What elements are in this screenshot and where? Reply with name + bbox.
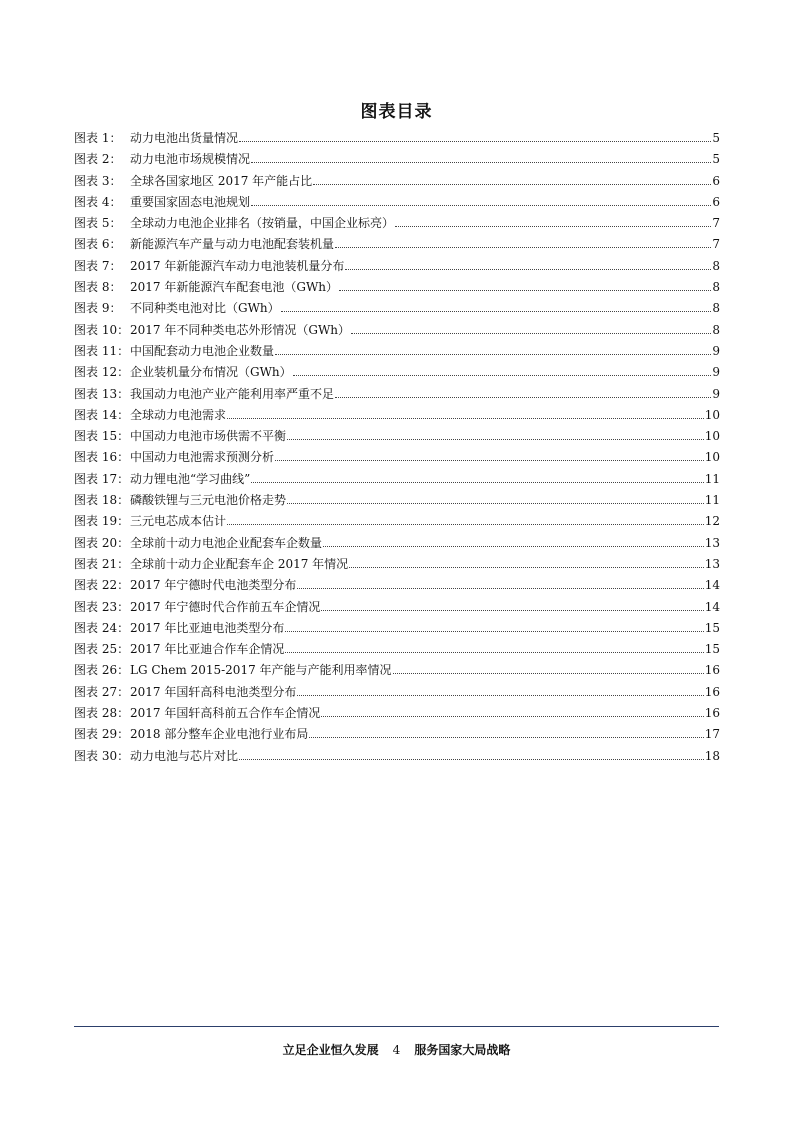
toc-entry[interactable]: [74, 619, 720, 640]
toc-entry[interactable]: [74, 321, 720, 342]
toc-entry[interactable]: [74, 470, 720, 491]
toc-entry-title: 全球各国家地区 2017 年产能占比: [130, 173, 313, 188]
toc-entry-title: 新能源汽车产量与动力电池配套装机量: [130, 237, 335, 252]
toc-entry[interactable]: [74, 342, 720, 363]
toc-dot-leader: [345, 269, 711, 270]
toc-entry-title: LG Chem 2015-2017 年产能与产能利用率情况: [130, 663, 392, 678]
toc-entry-page: 6: [712, 194, 720, 209]
toc-entry[interactable]: [74, 640, 720, 661]
toc-entry-label: 图表 12：: [74, 365, 130, 380]
toc-dot-leader: [227, 418, 704, 419]
footer-divider: [74, 1026, 719, 1027]
toc-entry[interactable]: [74, 704, 720, 725]
toc-dot-leader: [251, 205, 711, 206]
toc-entry-label: 图表 17：: [74, 471, 130, 486]
toc-entry-label: 图表 7：: [74, 258, 122, 273]
toc-entry[interactable]: [74, 491, 720, 512]
toc-entry-label: 图表 14：: [74, 407, 130, 422]
toc-entry-page: 10: [704, 450, 720, 465]
toc-entry[interactable]: [74, 725, 720, 746]
toc-entry-label: 图表 26：: [74, 663, 130, 678]
toc-entry-page: 13: [704, 535, 720, 550]
toc-dot-leader: [321, 610, 703, 611]
toc-entry-label: 图表 3：: [74, 173, 122, 188]
toc-entry-title: 中国配套动力电池企业数量: [130, 343, 275, 358]
toc-entry-label: 图表 20：: [74, 535, 130, 550]
toc-entry-title: 2017 年新能源汽车配套电池（GWh）: [130, 280, 339, 295]
toc-entry-label: 图表 8：: [74, 280, 122, 295]
toc-entry-label: 图表 24：: [74, 620, 130, 635]
toc-entry-title: 企业装机量分布情况（GWh）: [130, 365, 292, 380]
toc-entry-page: 11: [704, 493, 720, 508]
toc-entry-label: 图表 13：: [74, 386, 130, 401]
toc-entry-page: 16: [704, 663, 720, 678]
toc-entry[interactable]: [74, 385, 720, 406]
toc-entry-page: 10: [704, 429, 720, 444]
toc-dot-leader: [309, 737, 703, 738]
toc-entry-label: 图表 15：: [74, 429, 130, 444]
toc-entry[interactable]: [74, 747, 720, 768]
toc-entry-label: 图表 29：: [74, 727, 130, 742]
toc-entry-page: 10: [704, 407, 720, 422]
toc-entry[interactable]: [74, 576, 720, 597]
toc-entry-title: 中国动力电池市场供需不平衡: [130, 429, 287, 444]
toc-entry-page: 15: [704, 642, 720, 657]
toc-entry[interactable]: [74, 598, 720, 619]
toc-entry-title: 动力电池与芯片对比: [130, 748, 239, 763]
page-title: 图表目录: [360, 102, 433, 122]
toc-entry-label: 图表 6：: [74, 237, 122, 252]
toc-dot-leader: [275, 460, 704, 461]
toc-entry-label: 图表 21：: [74, 556, 130, 571]
toc-entry[interactable]: [74, 661, 720, 682]
toc-entry-page: 5: [712, 131, 720, 145]
toc-entry-label: 图表 28：: [74, 706, 130, 721]
toc-dot-leader: [321, 716, 703, 717]
toc-entry-page: 12: [704, 514, 720, 529]
toc-dot-leader: [285, 631, 703, 632]
toc-entry-label: 图表 5：: [74, 216, 122, 231]
toc-entry[interactable]: [74, 257, 720, 278]
toc-entry-label: 图表 16：: [74, 450, 130, 465]
toc-dot-leader: [251, 482, 703, 483]
toc-entry-label: 图表 18：: [74, 493, 130, 508]
toc-entry-label: 图表 27：: [74, 684, 130, 699]
toc-entry-title: 2017 年宁德时代电池类型分布: [130, 578, 297, 593]
toc-entry[interactable]: [74, 172, 720, 193]
toc-entry-page: 8: [712, 322, 720, 337]
toc-entry-title: 动力电池市场规模情况: [130, 152, 251, 167]
toc-dot-leader: [293, 375, 712, 376]
toc-entry[interactable]: [74, 534, 720, 555]
footer-page-number: 4: [392, 1043, 401, 1057]
toc-entry-label: 图表 2：: [74, 152, 122, 167]
toc-entry-page: 11: [704, 471, 720, 486]
footer-right-slogan: 服务国家大局战略: [414, 1043, 511, 1057]
toc-entry-title: 2017 年比亚迪电池类型分布: [130, 620, 285, 635]
toc-dot-leader: [297, 588, 703, 589]
toc-entry-label: 图表 30：: [74, 748, 130, 763]
toc-entry-label: 图表 23：: [74, 599, 130, 614]
toc-entry-page: 18: [704, 748, 720, 763]
toc-dot-leader: [251, 162, 711, 163]
toc-entry-title: 2017 年国轩高科电池类型分布: [130, 684, 297, 699]
toc-entry[interactable]: [74, 512, 720, 533]
toc-entry-label: 图表 1：: [74, 131, 122, 145]
toc-entry-label: 图表 4：: [74, 194, 122, 209]
toc-dot-leader: [287, 503, 704, 504]
toc-dot-leader: [351, 333, 711, 334]
toc-dot-leader: [313, 184, 711, 185]
toc-entry-page: 7: [712, 237, 720, 252]
toc-entry-title: 重要国家固态电池规划: [130, 194, 251, 209]
toc-entry-page: 16: [704, 706, 720, 721]
toc-entry-page: 6: [712, 173, 720, 188]
toc-entry-page: 9: [712, 365, 720, 380]
toc-entry-page: 16: [704, 684, 720, 699]
toc-entry-page: 14: [704, 578, 720, 593]
toc-dot-leader: [349, 567, 704, 568]
toc-entry-label: 图表 19：: [74, 514, 130, 529]
toc-dot-leader: [395, 226, 711, 227]
toc-entry[interactable]: [74, 448, 720, 469]
toc-entry[interactable]: [74, 406, 720, 427]
page-footer: [0, 1041, 793, 1058]
toc-entry-title: 动力电池出货量情况: [130, 131, 239, 145]
toc-entry-title: 我国动力电池产业产能利用率严重不足: [130, 386, 335, 401]
toc-entry-title: 全球前十动力电池企业配套车企数量: [130, 535, 323, 550]
toc-entry-page: 13: [704, 556, 720, 571]
toc-entry-page: 15: [704, 620, 720, 635]
toc-dot-leader: [323, 546, 704, 547]
toc-entry-title: 全球动力电池需求: [130, 407, 227, 422]
toc-entry[interactable]: [74, 363, 720, 384]
toc-dot-leader: [281, 311, 712, 312]
toc-entry-label: 图表 11：: [74, 343, 130, 358]
toc-entry-title: 不同种类电池对比（GWh）: [130, 301, 280, 316]
toc-entry[interactable]: [74, 299, 720, 320]
toc-dot-leader: [287, 439, 704, 440]
toc-dot-leader: [239, 141, 711, 142]
toc-entry-page: 8: [712, 258, 720, 273]
toc-dot-leader: [335, 247, 711, 248]
toc-dot-leader: [297, 695, 703, 696]
toc-dot-leader: [227, 524, 704, 525]
toc-dot-leader: [339, 290, 711, 291]
toc-entry-title: 全球动力电池企业排名（按销量，中国企业标亮）: [130, 216, 395, 231]
toc-entry-title: 动力锂电池“学习曲线”: [130, 471, 251, 486]
toc-entry-page: 17: [704, 727, 720, 742]
toc-dot-leader: [335, 397, 711, 398]
toc-entry[interactable]: [74, 214, 720, 235]
toc-entry-title: 2017 年国轩高科前五合作车企情况: [130, 706, 321, 721]
toc-entry-title: 中国动力电池需求预测分析: [130, 450, 275, 465]
toc-entry-title: 2017 年比亚迪合作车企情况: [130, 642, 285, 657]
toc-entry[interactable]: [74, 150, 720, 171]
toc-entry-page: 9: [712, 386, 720, 401]
toc-entry-page: 8: [712, 301, 720, 316]
toc-entry-page: 5: [712, 152, 720, 167]
toc-entry-title: 全球前十动力企业配套车企 2017 年情况: [130, 556, 349, 571]
toc-dot-leader: [285, 652, 703, 653]
toc-entry-label: 图表 22：: [74, 578, 130, 593]
toc-entry[interactable]: [74, 555, 720, 576]
toc-entry-page: 7: [712, 216, 720, 231]
toc-entry-page: 14: [704, 599, 720, 614]
toc-entry-page: 9: [712, 343, 720, 358]
toc-entry[interactable]: [74, 129, 720, 150]
toc-dot-leader: [275, 354, 711, 355]
toc-entry-title: 三元电芯成本估计: [130, 514, 227, 529]
figure-table-of-contents: [74, 129, 720, 768]
toc-entry-title: 磷酸铁锂与三元电池价格走势: [130, 493, 287, 508]
toc-dot-leader: [393, 673, 704, 674]
toc-entry[interactable]: [74, 235, 720, 256]
toc-entry-title: 2017 年新能源汽车动力电池装机量分布: [130, 258, 345, 273]
toc-entry[interactable]: [74, 683, 720, 704]
footer-left-slogan: 立足企业恒久发展: [282, 1043, 379, 1057]
toc-dot-leader: [239, 759, 704, 760]
toc-entry-page: 8: [712, 280, 720, 295]
toc-entry-title: 2017 年不同种类电芯外形情况（GWh）: [130, 322, 351, 337]
toc-entry[interactable]: [74, 427, 720, 448]
toc-entry-title: 2018 部分整车企业电池行业布局: [130, 727, 309, 742]
toc-entry-label: 图表 9：: [74, 301, 122, 316]
toc-entry-title: 2017 年宁德时代合作前五车企情况: [130, 599, 321, 614]
toc-entry[interactable]: [74, 278, 720, 299]
toc-entry-label: 图表 25：: [74, 642, 130, 657]
toc-entry-label: 图表 10：: [74, 322, 130, 337]
toc-entry[interactable]: [74, 193, 720, 214]
